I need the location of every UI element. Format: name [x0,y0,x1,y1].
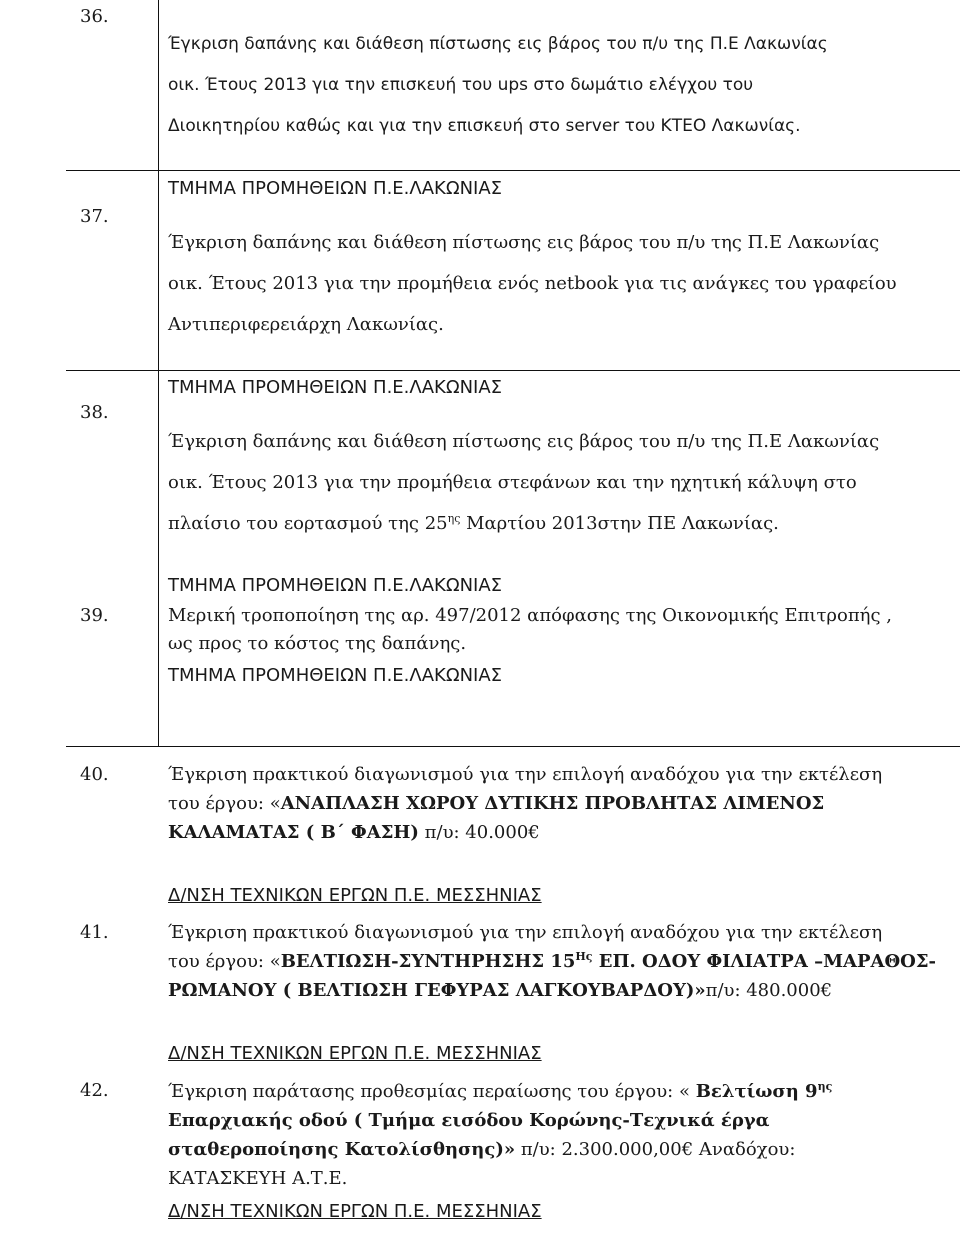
item-line: ως προς το κόστος της δαπάνης. [168,633,467,654]
item-line: Μερική τροποποίηση της αρ. 497/2012 απόφασης της Οικονομικής Επιτροπής , [168,605,892,626]
item-line: ΡΩΜΑΝΟΥ ( ΒΕΛΤΙΩΣΗ ΓΕΦΥΡΑΣ ΛΑΓΚΟΥΒΑΡΔΟΥ)»π/υ: 480.000€ [168,980,833,1001]
row-divider [66,170,960,171]
item-description [168,222,944,345]
item-line: Έγκριση πρακτικού διαγωνισμού για την επιλογή αναδόχου για την εκτέλεση [168,922,883,943]
item-line: ΚΑΤΑΣΚΕΥΗ Α.Τ.Ε. [168,1168,348,1189]
item-number: 36. [80,6,109,27]
table-column-divider [158,0,159,747]
item-line: Διοικητηρίου καθώς και για την επισκευή στο server του ΚΤΕΟ Λακωνίας. [168,116,801,136]
item-number: 40. [80,764,109,785]
department-heading: ΤΜΗΜΑ ΠΡΟΜΗΘΕΙΩΝ Π.Ε.ΛΑΚΩΝΙΑΣ [168,377,503,398]
item-number: 41. [80,922,109,943]
item-description [168,421,944,544]
department-heading: ΤΜΗΜΑ ΠΡΟΜΗΘΕΙΩΝ Π.Ε.ΛΑΚΩΝΙΑΣ [168,575,503,596]
item-line: Έγκριση δαπάνης και διάθεση πίστωσης εις βάρος του π/υ της Π.Ε Λακωνίας [168,34,828,54]
item-line: οικ. Έτους 2013 για την προμήθεια ενός netbook για τις ανάγκες του γραφείου [168,273,897,294]
item-line: σταθεροποίησης Κατολίσθησης)» π/υ: 2.300.000,00€ Αναδόχου: [168,1139,796,1160]
item-number: 42. [80,1080,109,1101]
item-number: 37. [80,206,109,227]
item-line: πλαίσιο του εορτασμού της $25^{\eta\varsigma}$ Μαρτίου 2013στην ΠΕ Λακωνίας. [168,512,779,534]
department-heading: ΤΜΗΜΑ ΠΡΟΜΗΘΕΙΩΝ Π.Ε.ΛΑΚΩΝΙΑΣ [168,178,503,199]
item-line: ΚΑΛΑΜΑΤΑΣ ( Β΄ ΦΑΣΗ) π/υ: 40.000€ [168,822,540,843]
department-heading: Δ/ΝΣΗ ΤΕΧΝΙΚΩΝ ΕΡΓΩΝ Π.Ε. ΜΕΣΣΗΝΙΑΣ [168,885,542,906]
row-divider [66,746,960,747]
row-divider [66,370,960,371]
item-description [168,602,944,658]
item-line: του έργου: «ΑΝΑΠΛΑΣΗ ΧΩΡΟΥ ΔΥΤΙΚΗΣ ΠΡΟΒΛΗΤΑΣ ΛΙΜΕΝΟΣ [168,793,825,814]
item-line: Έγκριση πρακτικού διαγωνισμού για την επιλογή αναδόχου για την εκτέλεση [168,764,883,785]
item-line: Έγκριση παράτασης προθεσμίας περαίωσης του έργου: « Βελτίωση $9^{\eta\varsigma}$ [168,1080,833,1102]
item-description [168,1077,944,1193]
item-number: 39. [80,605,109,626]
item-line: Έγκριση δαπάνης και διάθεση πίστωσης εις βάρος του π/υ της Π.Ε Λακωνίας [168,232,880,253]
item-line: Αντιπεριφερειάρχη Λακωνίας. [168,314,444,335]
item-description [168,918,944,1005]
department-heading: Δ/ΝΣΗ ΤΕΧΝΙΚΩΝ ΕΡΓΩΝ Π.Ε. ΜΕΣΣΗΝΙΑΣ [168,1201,542,1222]
item-line: οικ. Έτους 2013 για την προμήθεια στεφάνων και την ηχητική κάλυψη στο [168,472,857,493]
department-heading: Δ/ΝΣΗ ΤΕΧΝΙΚΩΝ ΕΡΓΩΝ Π.Ε. ΜΕΣΣΗΝΙΑΣ [168,1043,542,1064]
item-line: του έργου: «ΒΕΛΤΙΩΣΗ-ΣΥΝΤΗΡΗΣΗΣ $15^{H\varsigma}$ ΕΠ. ΟΔΟΥ ΦΙΛΙΑΤΡΑ –ΜΑΡΑΘΟΣ- [168,950,937,972]
item-line: Έγκριση δαπάνης και διάθεση πίστωσης εις βάρος του π/υ της Π.Ε Λακωνίας [168,431,880,452]
item-number: 38. [80,402,109,423]
item-line: Επαρχιακής οδού ( Τμήμα εισόδου Κορώνης-Τεχνικά έργα [168,1110,770,1131]
department-heading: ΤΜΗΜΑ ΠΡΟΜΗΘΕΙΩΝ Π.Ε.ΛΑΚΩΝΙΑΣ [168,665,503,686]
item-description [168,24,944,147]
item-line: οικ. Έτους 2013 για την επισκευή του ups στο δωμάτιο ελέγχου του [168,75,754,95]
item-description [168,760,944,847]
